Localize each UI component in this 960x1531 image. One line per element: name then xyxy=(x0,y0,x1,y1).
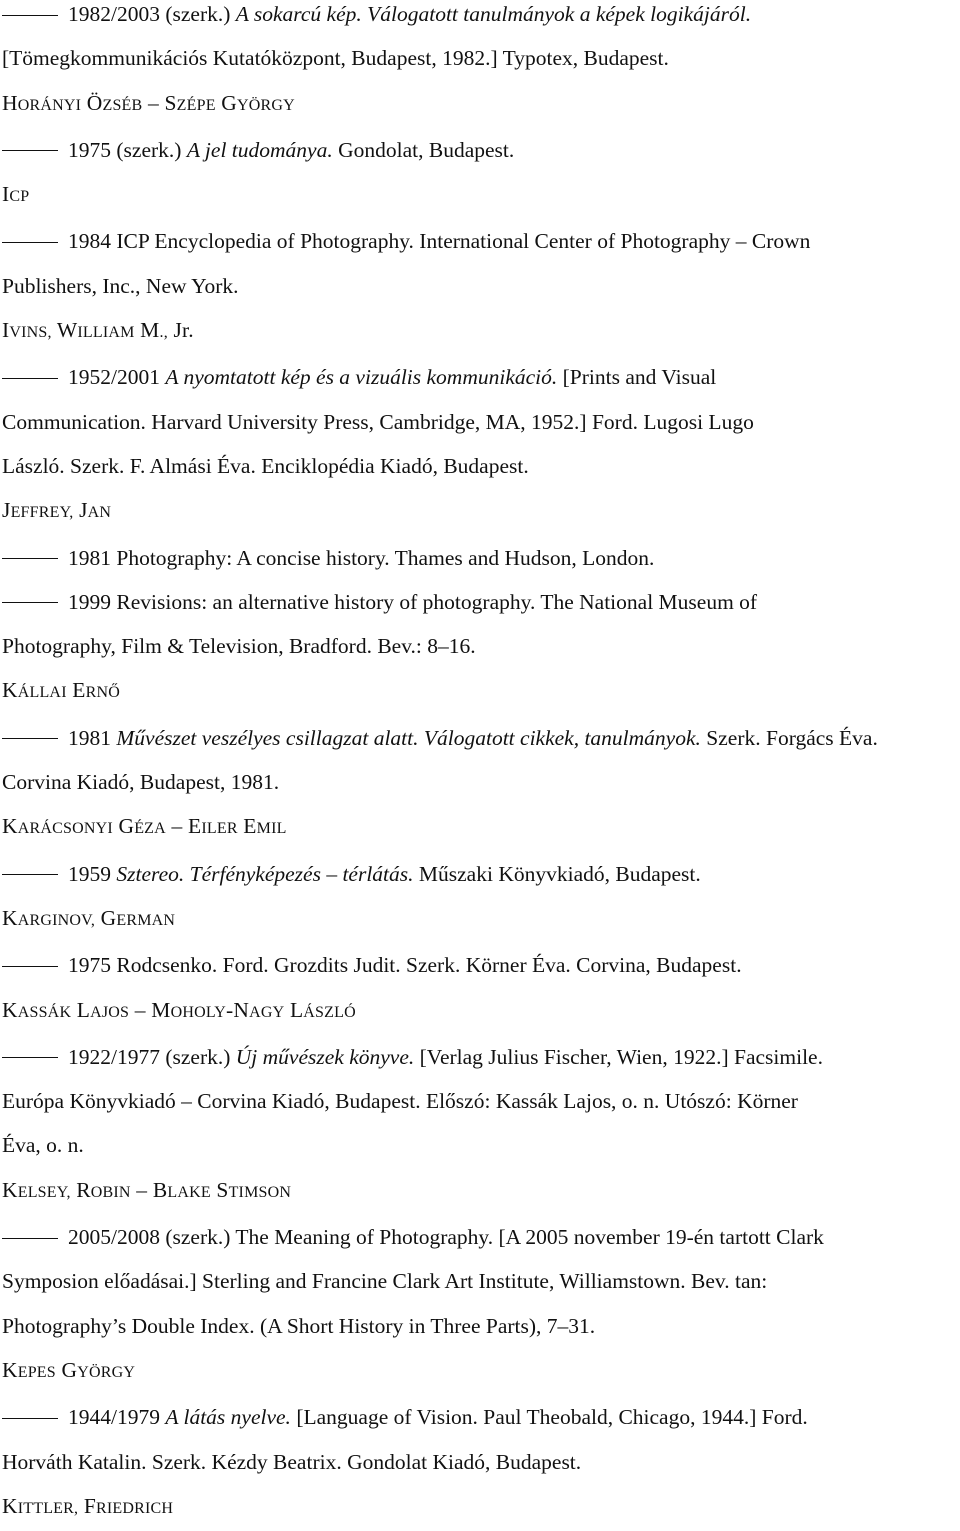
dash-marker xyxy=(2,15,58,16)
author-heading: HORÁNYI ÖZSÉB – SZÉPE GYÖRGY xyxy=(2,90,295,115)
citation-text: 2005/2008 (szerk.) The Meaning of Photography. [A 2005 november 19-én tartott Clark xyxy=(68,1225,824,1250)
author-heading: KARÁCSONYI GÉZA – EILER EMIL xyxy=(2,814,287,839)
title-text: A jel tudománya. xyxy=(186,137,333,162)
citation-text: 1981 xyxy=(68,725,117,750)
citation-text: 1952/2001 xyxy=(68,365,166,390)
author-heading: KELSEY, ROBIN – BLAKE STIMSON xyxy=(2,1177,292,1202)
author-heading: KASSÁK LAJOS – MOHOLY-NAGY LÁSZLÓ xyxy=(2,997,356,1022)
title-text: Művészet veszélyes csillagzat alatt. Válogatott cikkek, tanulmányok. xyxy=(116,725,701,750)
citation-text: Szerk. Forgács Éva. xyxy=(700,725,878,750)
reference-continuation xyxy=(2,1259,960,1303)
title-text: A sokarcú kép. Válogatott tanulmányok a képek logikájáról. xyxy=(235,2,752,26)
dash-marker xyxy=(2,558,58,559)
reference-continuation xyxy=(2,400,960,444)
title-text: A látás nyelve. xyxy=(165,1405,291,1430)
citation-text: László. Szerk. F. Almási Éva. Enciklopédia Kiadó, Budapest. xyxy=(2,453,529,478)
citation-text: Symposion előadásai.] Sterling and Francine Clark Art Institute, Williamstown. Bev. tan: xyxy=(2,1269,768,1294)
citation-text: 1975 (szerk.) xyxy=(68,137,187,162)
reference-line xyxy=(2,716,960,760)
reference-line xyxy=(2,536,960,580)
dash-marker xyxy=(2,966,58,967)
dash-marker xyxy=(2,738,58,739)
citation-text: 1944/1979 xyxy=(68,1405,166,1430)
reference-line xyxy=(2,0,960,36)
author-heading: KÁLLAI ERNŐ xyxy=(2,678,121,703)
dash-marker xyxy=(2,150,58,151)
dash-marker xyxy=(2,378,58,379)
reference-continuation xyxy=(2,624,960,668)
reference-line xyxy=(2,852,960,896)
reference-continuation xyxy=(2,1440,960,1484)
reference-line xyxy=(2,1215,960,1259)
dash-marker xyxy=(2,602,58,603)
reference-continuation xyxy=(2,36,960,80)
citation-text: [Tömegkommunikációs Kutatóközpont, Budapest, 1982.] Typotex, Budapest. xyxy=(2,46,669,71)
reference-continuation xyxy=(2,444,960,488)
citation-text: 1975 Rodcsenko. Ford. Grozdits Judit. Szerk. Körner Éva. Corvina, Budapest. xyxy=(68,953,742,978)
citation-text: 1982/2003 (szerk.) xyxy=(68,2,236,26)
reference-line xyxy=(2,219,960,263)
dash-marker xyxy=(2,1057,58,1058)
reference-line xyxy=(2,943,960,987)
citation-text: [Prints and Visual xyxy=(557,365,717,390)
citation-text: [Language of Vision. Paul Theobald, Chicago, 1944.] Ford. xyxy=(290,1405,808,1430)
reference-line xyxy=(2,128,960,172)
dash-marker xyxy=(2,242,58,243)
dash-marker xyxy=(2,874,58,875)
author-heading: KARGINOV, GERMAN xyxy=(2,905,176,930)
citation-text: 1959 xyxy=(68,861,117,886)
citation-text: Corvina Kiadó, Budapest, 1981. xyxy=(2,770,280,795)
citation-text: Publishers, Inc., New York. xyxy=(2,273,239,298)
reference-line xyxy=(2,580,960,624)
dash-marker xyxy=(2,1418,58,1419)
citation-text: Műszaki Könyvkiadó, Budapest. xyxy=(413,861,701,886)
author-heading: IVINS, WILLIAM M., Jr. xyxy=(2,318,194,343)
reference-continuation xyxy=(2,264,960,308)
citation-text: 1999 Revisions: an alternative history of photography. The National Museum of xyxy=(68,589,758,614)
citation-text: Photography’s Double Index. (A Short History in Three Parts), 7–31. xyxy=(2,1313,596,1338)
author-heading: KITTLER, FRIEDRICH xyxy=(2,1493,174,1518)
title-text: Új művészek könyve. xyxy=(235,1044,415,1069)
citation-text: Horváth Katalin. Szerk. Kézdy Beatrix. Gondolat Kiadó, Budapest. xyxy=(2,1449,582,1474)
citation-text: 1922/1977 (szerk.) xyxy=(68,1044,236,1069)
reference-continuation xyxy=(2,760,960,804)
citation-text: 1981 Photography: A concise history. Thames and Hudson, London. xyxy=(68,545,655,570)
citation-text: Éva, o. n. xyxy=(2,1133,84,1158)
reference-continuation xyxy=(2,1123,960,1167)
title-text: Sztereo. Térfényképezés – térlátás. xyxy=(116,861,414,886)
dash-marker xyxy=(2,1238,58,1239)
reference-continuation xyxy=(2,1079,960,1123)
citation-text: 1984 ICP Encyclopedia of Photography. International Center of Photography – Crown xyxy=(68,229,811,254)
author-heading: ICP xyxy=(2,182,30,207)
citation-text: Gondolat, Budapest. xyxy=(332,137,515,162)
reference-line xyxy=(2,1395,960,1439)
citation-text: Európa Könyvkiadó – Corvina Kiadó, Budapest. Előszó: Kassák Lajos, o. n. Utószó: Körner xyxy=(2,1089,798,1114)
reference-line xyxy=(2,1035,960,1079)
author-heading: JEFFREY, JAN xyxy=(2,498,112,523)
citation-text: Communication. Harvard University Press, Cambridge, MA, 1952.] Ford. Lugosi Lugo xyxy=(2,409,754,434)
reference-line xyxy=(2,355,960,399)
citation-text: Photography, Film & Television, Bradford. Bev.: 8–16. xyxy=(2,634,476,659)
citation-text: [Verlag Julius Fischer, Wien, 1922.] Facsimile. xyxy=(414,1044,823,1069)
title-text: A nyomtatott kép és a vizuális kommunikáció. xyxy=(165,365,558,390)
author-heading: KEPES GYÖRGY xyxy=(2,1357,136,1382)
reference-continuation xyxy=(2,1304,960,1348)
